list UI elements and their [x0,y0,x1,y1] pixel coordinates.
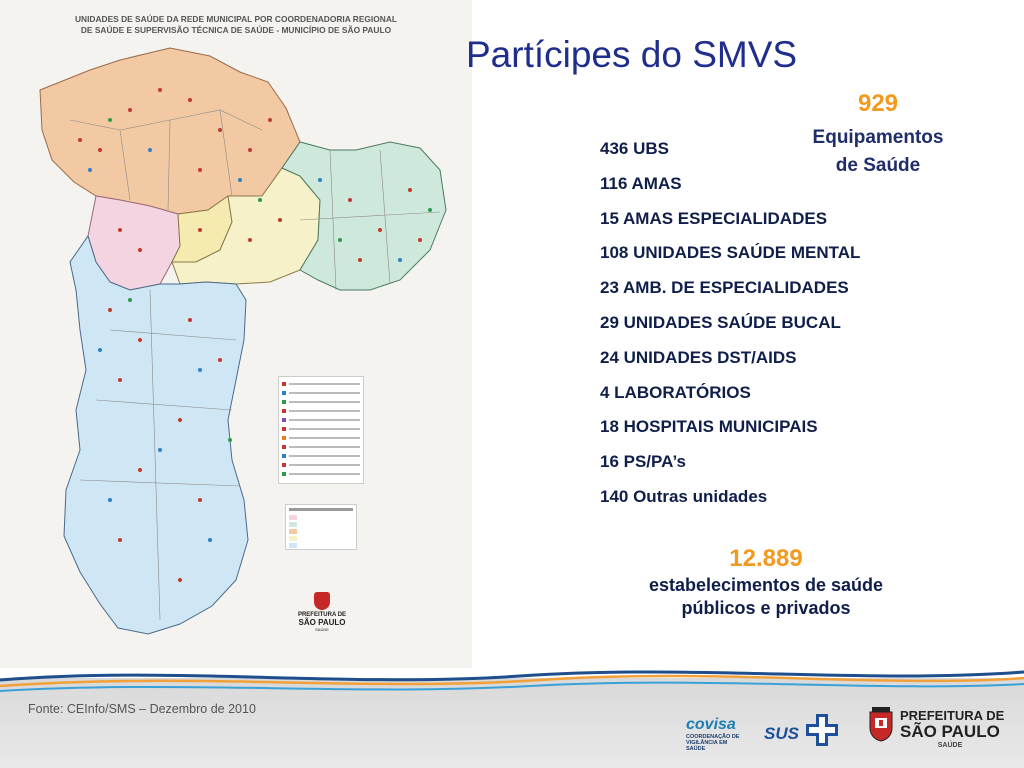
covisa-wordmark: covisa [686,716,736,733]
map-heading [66,14,406,36]
region-sul [64,236,248,634]
sus-cross-icon [804,712,840,748]
pref-line3: SAÚDE [937,742,963,749]
city-crest-icon [868,706,894,742]
list-item: 4 LABORATÓRIOS [600,382,751,402]
list-item: 116 AMAS [600,173,682,193]
map-unit-legend [278,376,364,484]
list-item: 29 UNIDADES SAÚDE BUCAL [600,312,841,332]
city-crest-icon [314,592,330,610]
list-item: 23 AMB. DE ESPECIALIDADES [600,278,849,298]
total-label-line1: Equipamentos [812,127,944,148]
sus-wordmark: SUS [764,724,799,743]
establishments-label-line1: estabelecimentos de saúde [648,575,884,595]
slide-title: Partícipes do SMVS [466,34,798,75]
total-equipment-number: 929 [857,90,899,117]
footer-waves [0,658,1024,698]
prefeitura-logo [868,706,1008,754]
covisa-logo [686,716,748,758]
city-map-panel [0,0,472,668]
pref-line2: SÃO PAULO [900,722,1000,741]
sao-paulo-health-map [0,0,472,668]
pref-line1: PREFEITURA DE [900,708,1005,723]
equipment-list [600,136,860,519]
covisa-sub2: VIGILÂNCIA EM SAÚDE [686,740,728,752]
map-heading-line2: DE SAÚDE E SUPERVISÃO TÉCNICA DE SAÚDE - MUNICÍPIO DE SÃO PAULO [80,25,392,35]
sus-logo [764,712,854,752]
map-heading-line1: UNIDADES DE SAÚDE DA REDE MUNICIPAL POR COORDENADORIA REGIONAL [75,14,397,24]
establishments-number: 12.889 [729,545,803,572]
source-note: Fonte: CEInfo/SMS – Dezembro de 2010 [28,702,256,716]
list-item: 140 Outras unidades [600,486,768,506]
list-item: 24 UNIDADES DST/AIDS [600,347,797,367]
establishments-label-line2: públicos e privados [681,598,851,618]
map-logo-line2: SÃO PAULO [298,618,346,627]
list-item: 15 AMAS ESPECIALIDADES [600,208,828,228]
map-region-legend [285,504,357,550]
list-item: 18 HOSPITAIS MUNICIPAIS [600,417,818,437]
establishments-block [596,544,936,620]
map-logo-line3: SAÚDE [315,627,329,632]
list-item: 108 UNIDADES SAÚDE MENTAL [600,243,861,263]
list-item: 436 UBS [600,139,669,158]
covisa-sub1: COORDENAÇÃO DE [686,734,740,740]
list-item: 16 PS/PA’s [600,452,686,472]
total-label-line2: de Saúde [835,155,921,176]
map-logo-line1: PREFEITURA DE [297,612,347,618]
map-prefeitura-logo [294,592,350,632]
